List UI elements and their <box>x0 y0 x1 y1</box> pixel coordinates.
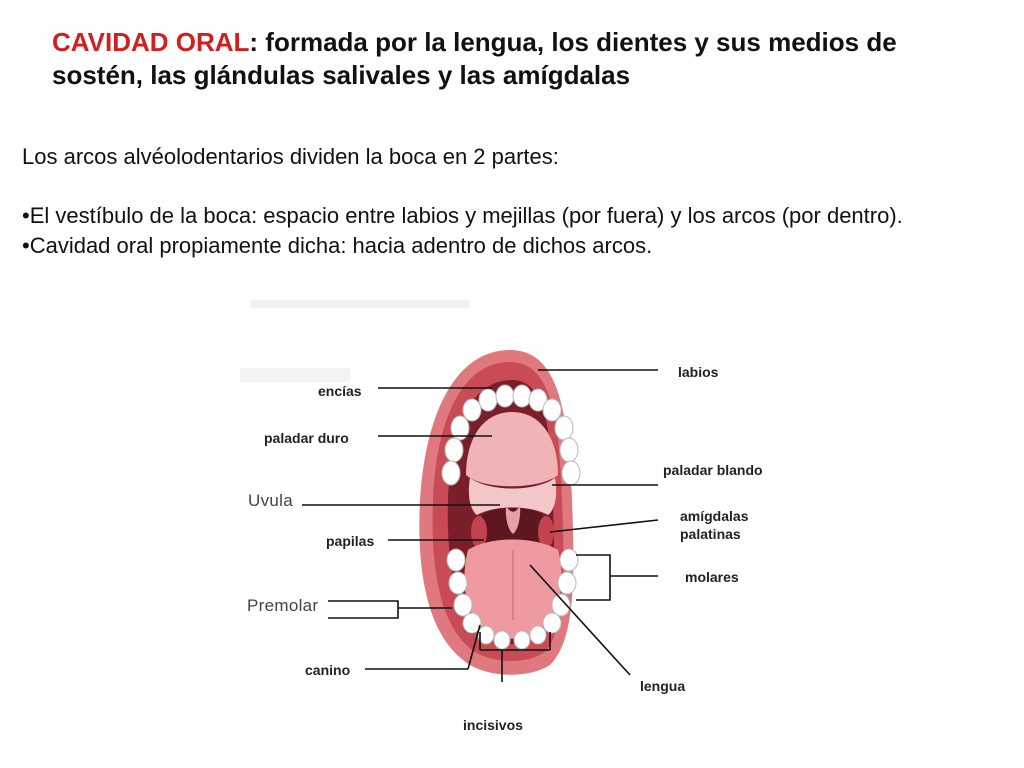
title-rest: : formada por la lengua, los dientes y sus medios de sostén, las glándulas salivales y las amígdalas <box>52 27 897 90</box>
bullet-cavidad-propia: •Cavidad oral propiamente dicha: hacia adentro de dichos arcos. <box>22 233 653 258</box>
label-paladar-blando: paladar blando <box>663 462 763 478</box>
scan-artifact <box>250 300 470 308</box>
label-incisivos: incisivos <box>463 717 523 733</box>
label-encias: encías <box>318 383 362 399</box>
label-canino: canino <box>305 662 351 678</box>
mouth-diagram <box>230 300 790 750</box>
label-amigdalas: amígdalas palatinas <box>680 508 749 542</box>
bullet-list <box>22 201 982 261</box>
label-papilas: papilas <box>326 533 375 549</box>
label-paladar-duro: paladar duro <box>264 430 349 446</box>
label-premolar: Premolar <box>247 596 319 615</box>
label-labios: labios <box>678 364 719 380</box>
bullet-vestibulo: •El vestíbulo de la boca: espacio entre labios y mejillas (por fuera) y los arcos (por dentro). <box>22 203 903 228</box>
label-molares: molares <box>685 569 739 585</box>
title-highlight: CAVIDAD ORAL <box>52 27 250 57</box>
label-uvula: Uvula <box>248 491 293 510</box>
scan-artifact-2 <box>240 368 350 382</box>
label-lengua: lengua <box>640 678 686 694</box>
intro-text: Los arcos alvéolodentarios dividen la boca en 2 partes: <box>22 144 559 169</box>
slide-title <box>52 26 972 92</box>
